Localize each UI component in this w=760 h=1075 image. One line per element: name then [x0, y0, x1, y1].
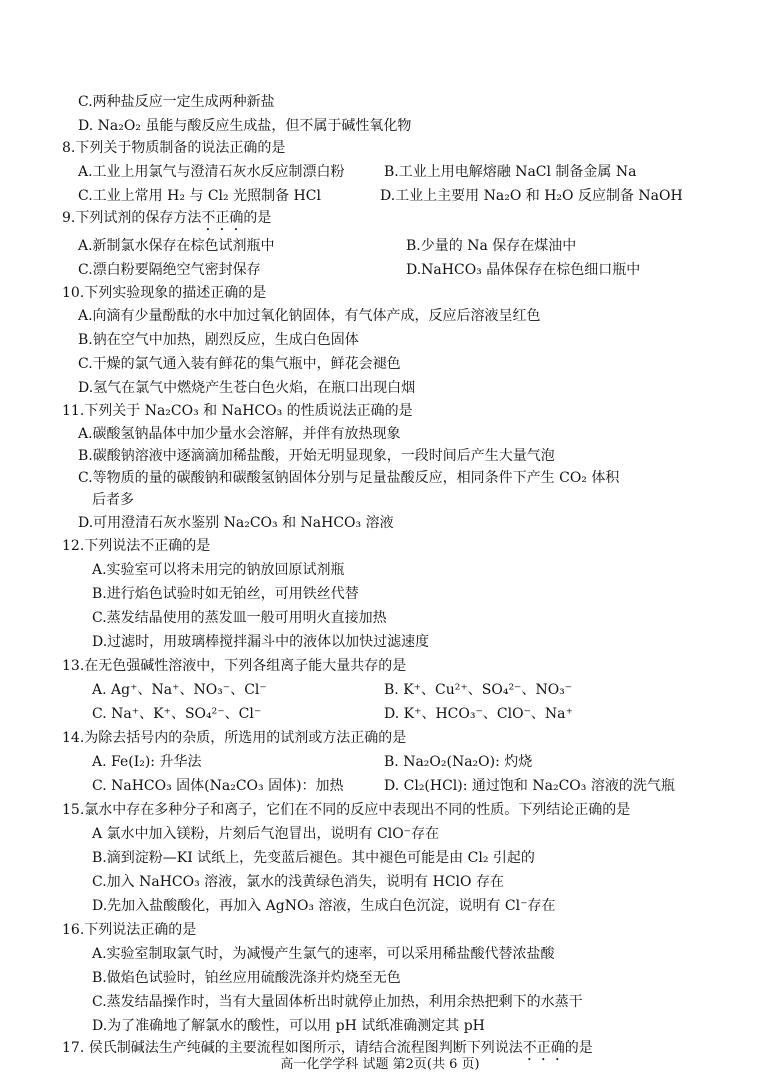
- q8-option-b: B.工业上用电解熔融 NaCl 制备金属 Na: [384, 164, 637, 180]
- q11-option-d: D.可用澄清石灰水鉴别 Na₂CO₃ 和 NaHCO₃ 溶液: [78, 515, 394, 531]
- q9-stem-emphasis: 不正确: [201, 210, 244, 226]
- q12-option-b: B.进行焰色试验时如无铂丝，可用铁丝代替: [92, 586, 359, 602]
- q9-option-b: B.少量的 Na 保存在煤油中: [406, 238, 577, 254]
- q12-option-a: A.实验室可以将未用完的钠放回原试剂瓶: [92, 562, 345, 578]
- q17-stem-post: 的是: [564, 1040, 593, 1056]
- q10-option-d: D.氢气在氯气中燃烧产生苍白色火焰，在瓶口出现白烟: [78, 380, 416, 396]
- q11-option-c: C.等物质的量的碳酸钠和碳酸氢钠固体分别与足量盐酸反应，相同条件下产生 CO₂ 体积: [78, 470, 620, 486]
- q15-option-d: D.先加入盐酸酸化，再加入 AgNO₃ 溶液，生成白色沉淀，说明有 Cl⁻存在: [92, 898, 556, 914]
- q13-option-a: A. Ag⁺、Na⁺、NO₃⁻、Cl⁻: [92, 682, 267, 698]
- q13-stem: 13.在无色强碱性溶液中，下列各组离子能大量共存的是: [62, 658, 407, 674]
- q9-stem: [62, 208, 271, 230]
- q12-option-c: C.蒸发结晶使用的蒸发皿一般可用明火直接加热: [92, 610, 387, 626]
- q14-option-d: D. Cl₂(HCl): 通过饱和 Na₂CO₃ 溶液的洗气瓶: [384, 778, 675, 794]
- q9-option-a: A.新制氯水保存在棕色试剂瓶中: [78, 238, 275, 254]
- q10-option-a: A.向滴有少量酚酞的水中加过氧化钠固体，有气体产成，反应后溶液呈红色: [78, 308, 541, 324]
- q15-stem: 15.氯水中存在多种分子和离子，它们在不同的反应中表现出不同的性质。下列结论正确的是: [62, 802, 631, 818]
- q12-option-d: D.过滤时，用玻璃棒搅拌漏斗中的液体以加快过滤速度: [92, 634, 430, 650]
- q10-option-c: C.干燥的氯气通入装有鲜花的集气瓶中，鲜花会褪色: [78, 356, 401, 372]
- q16-option-c: C.蒸发结晶操作时，当有大量固体析出时就停止加热，利用余热把剩下的水蒸干: [92, 994, 583, 1010]
- q13-option-b: B. K⁺、Cu²⁺、SO₄²⁻、NO₃⁻: [384, 682, 573, 698]
- q15-option-a: A 氯水中加入镁粉，片刻后气泡冒出，说明有 ClO⁻存在: [92, 826, 440, 842]
- q14-option-a: A. Fe(I₂): 升华法: [92, 754, 202, 770]
- q8-option-c: C.工业上常用 H₂ 与 Cl₂ 光照制备 HCl: [78, 188, 321, 204]
- q14-stem: 14.为除去括号内的杂质，所选用的试剂或方法正确的是: [62, 730, 407, 746]
- q7-option-c: C.两种盐反应一定生成两种新盐: [78, 94, 275, 110]
- q7-option-d: D. Na₂O₂ 虽能与酸反应生成盐，但不属于碱性氧化物: [78, 118, 412, 134]
- q8-option-a: A.工业上用氯气与澄清石灰水反应制漂白粉: [78, 164, 345, 180]
- q17-stem-pre: 17. 侯氏制碱法生产纯碱的主要流程如图所示，请结合流程图判断下列说法: [62, 1040, 523, 1056]
- q12-stem: 12.下列说法不正确的是: [62, 538, 211, 554]
- q11-option-a: A.碳酸氢钠晶体中加少量水会溶解，并伴有放热现象: [78, 426, 401, 442]
- q16-stem: 16.下列说法正确的是: [62, 922, 197, 938]
- page-footer: 高一化学学科 试题 第2页(共 6 页): [280, 1057, 480, 1072]
- q11-option-c-cont: 后者多: [92, 492, 134, 508]
- q11-stem: 11.下列关于 Na₂CO₃ 和 NaHCO₃ 的性质说法正确的是: [62, 403, 413, 419]
- q17-stem-emphasis: 不正确: [522, 1040, 565, 1056]
- q8-stem: 8.下列关于物质制备的说法正确的是: [62, 140, 286, 156]
- q9-stem-post: 的是: [243, 210, 272, 226]
- q8-option-d: D.工业上主要用 Na₂O 和 H₂O 反应制备 NaOH: [380, 188, 683, 204]
- q13-option-c: C. Na⁺、K⁺、SO₄²⁻、Cl⁻: [92, 706, 262, 722]
- q9-option-c: C.漂白粉要隔绝空气密封保存: [78, 262, 261, 278]
- q13-option-d: D. K⁺、HCO₃⁻、ClO⁻、Na⁺: [384, 706, 573, 722]
- q16-option-d: D.为了准确地了解氯水的酸性，可以用 pH 试纸准确测定其 pH: [92, 1018, 485, 1034]
- q16-option-b: B.做焰色试验时，铂丝应用硫酸洗涤并灼烧至无色: [92, 970, 401, 986]
- q16-option-a: A.实验室制取氯气时，为减慢产生氯气的速率，可以采用稀盐酸代替浓盐酸: [92, 946, 555, 962]
- q10-stem: 10.下列实验现象的描述正确的是: [62, 285, 267, 301]
- q11-option-b: B.碳酸钠溶液中逐滴滴加稀盐酸，开始无明显现象，一段时间后产生大量气泡: [78, 448, 555, 464]
- q9-stem-pre: 9.下列试剂的保存方法: [62, 210, 202, 226]
- q15-option-c: C.加入 NaHCO₃ 溶液，氯水的浅黄绿色消失，说明有 HClO 存在: [92, 874, 504, 890]
- q15-option-b: B.滴到淀粉—KI 试纸上，先变蓝后褪色。其中褪色可能是由 Cl₂ 引起的: [92, 850, 535, 866]
- q14-option-c: C. NaHCO₃ 固体(Na₂CO₃ 固体)：加热: [92, 778, 344, 794]
- q14-option-b: B. Na₂O₂(Na₂O): 灼烧: [384, 754, 533, 770]
- q9-option-d: D.NaHCO₃ 晶体保存在棕色细口瓶中: [406, 262, 641, 278]
- q10-option-b: B.钠在空气中加热，剧烈反应，生成白色固体: [78, 332, 359, 348]
